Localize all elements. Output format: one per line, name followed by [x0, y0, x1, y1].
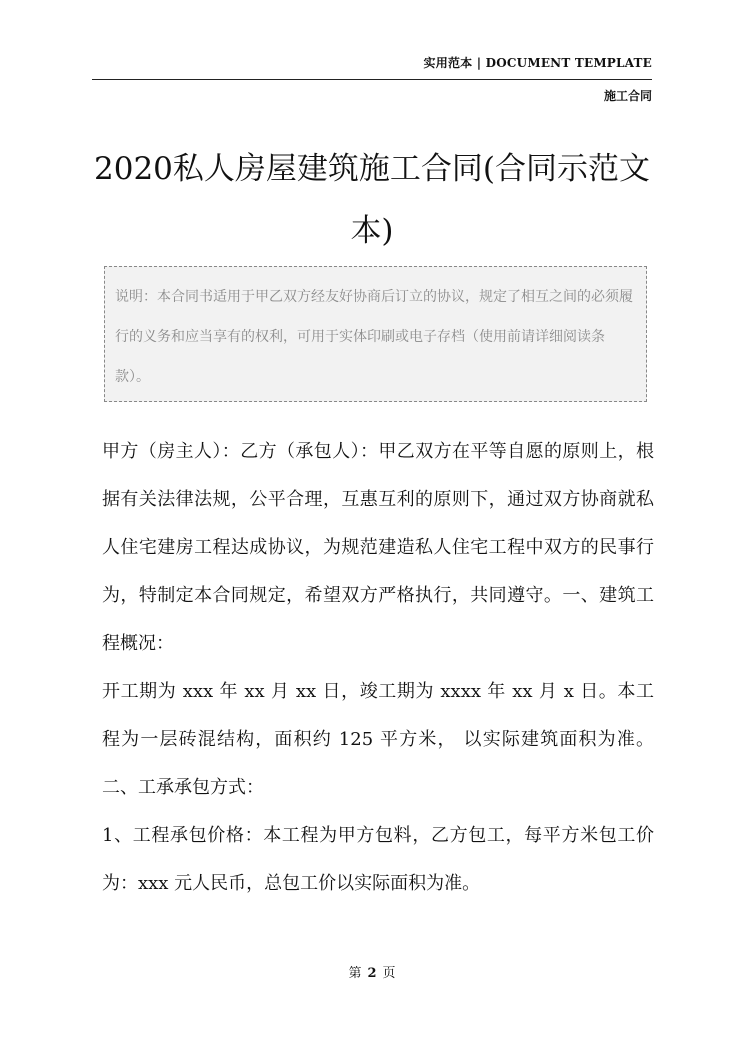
note-text: 说明：本合同书适用于甲乙双方经友好协商后订立的协议，规定了相互之间的必须履行的义务和应当享有的权利，可用于实体印刷或电子存档（使用前请详细阅读条款）。	[115, 289, 633, 385]
body-paragraph-1: 甲方（房主人）：乙方（承包人）：甲乙双方在平等自愿的原则上，根据有关法律法规，公平合理，互惠互利的原则下，通过双方协商就私人住宅建房工程达成协议，为规范建造私人住宅工程中双方的民事行为，特制定本合同规定，希望双方严格执行，共同遵守。一、建筑工程概况：	[102, 441, 654, 654]
body-paragraph-3: 1、工程承包价格：本工程为甲方包料，乙方包工，每平方米包工价为：xxx 元人民币，总包工价以实际面积为准。	[102, 825, 654, 894]
header-category: 施工合同	[603, 89, 652, 103]
page-number: 2	[367, 966, 377, 981]
header-divider	[92, 79, 652, 80]
document-title: 2020私人房屋建筑施工合同(合同示范文本)	[94, 151, 650, 249]
body-paragraph-2: 开工期为 xxx 年 xx 月 xx 日，竣工期为 xxxx 年 xx 月 x 日。本工程为一层砖混结构，面积约 125 平方米， 以实际建筑面积为准。二、工承承包方式：	[102, 681, 654, 798]
footer-prefix: 第	[348, 966, 362, 981]
footer-suffix: 页	[382, 966, 396, 981]
page-footer	[0, 962, 744, 981]
note-box	[104, 266, 647, 402]
header-brand: 实用范本 | DOCUMENT TEMPLATE	[423, 56, 652, 70]
